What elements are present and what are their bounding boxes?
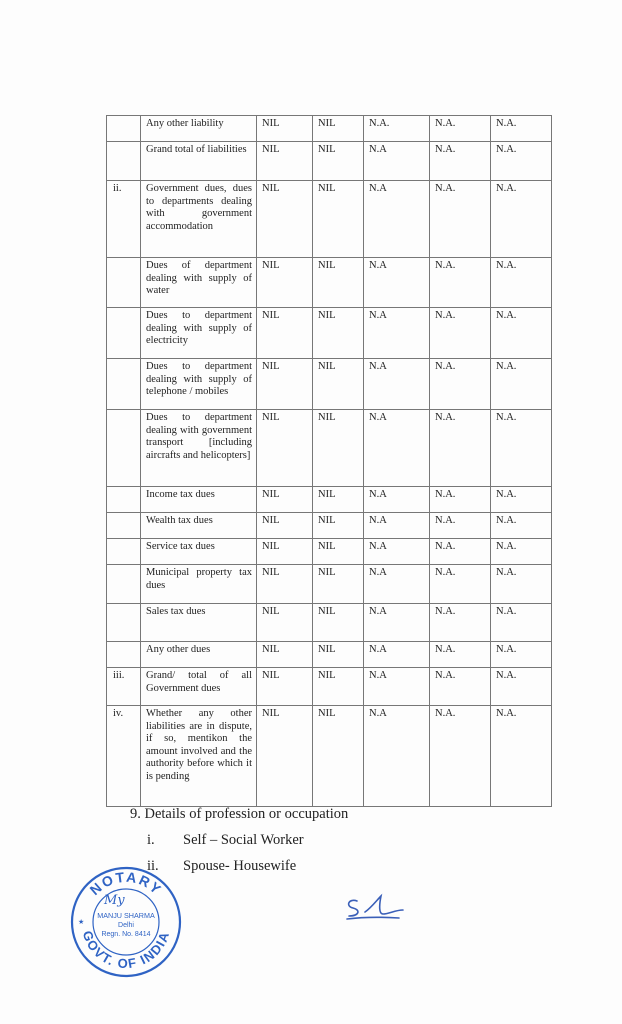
cell-value: N.A [364,181,430,258]
cell-value: N.A. [491,513,552,539]
stamp-bottom-text: GOVT. OF INDIA [79,928,173,972]
cell-value: N.A. [491,142,552,181]
cell-value: NIL [257,142,313,181]
row-description: Dues of department dealing with supply of water [141,258,257,308]
cell-value: N.A. [491,181,552,258]
cell-value: NIL [257,706,313,807]
row-description: Dues to department dealing with government transport [including aircrafts and helicopters] [141,410,257,487]
cell-value: N.A. [430,668,491,706]
cell-value: N.A. [364,116,430,142]
row-description: Dues to department dealing with supply of electricity [141,308,257,359]
row-description: Government dues, dues to departments dealing with government accommodation [141,181,257,258]
stamp-city: Delhi [118,922,134,929]
cell-value: NIL [257,487,313,513]
cell-value: NIL [313,565,364,604]
cell-value: N.A. [430,565,491,604]
row-description: Any other dues [141,642,257,668]
cell-value: N.A. [491,539,552,565]
row-number [107,565,141,604]
cell-value: N.A [364,487,430,513]
cell-value: N.A. [430,604,491,642]
cell-value: N.A. [430,181,491,258]
cell-value: N.A. [430,258,491,308]
table-row [107,258,552,308]
cell-value: NIL [313,487,364,513]
row-description: Service tax dues [141,539,257,565]
cell-value: NIL [257,359,313,410]
list-marker: ii. [147,858,159,874]
cell-value: NIL [313,410,364,487]
cell-value: NIL [257,642,313,668]
list-text: Spouse- Housewife [183,858,297,874]
row-description: Income tax dues [141,487,257,513]
cell-value: N.A. [491,642,552,668]
row-number [107,487,141,513]
cell-value: N.A. [430,359,491,410]
row-description: Wealth tax dues [141,513,257,539]
cell-value: NIL [257,258,313,308]
cell-value: NIL [313,604,364,642]
cell-value: NIL [257,513,313,539]
row-description: Whether any other liabilities are in dispute, if so, mentikon the amount involved and the authority before which it is pending [141,706,257,807]
cell-value: N.A. [491,410,552,487]
row-number [107,258,141,308]
row-description: Grand/ total of all Government dues [141,668,257,706]
row-description: Municipal property tax dues [141,565,257,604]
cell-value: NIL [257,116,313,142]
table-row [107,116,552,142]
row-number [107,539,141,565]
cell-value: NIL [257,539,313,565]
cell-value: N.A. [491,706,552,807]
row-number: iv. [107,706,141,807]
cell-value: N.A [364,642,430,668]
cell-value: N.A [364,706,430,807]
stamp-top-text: NOTARY [86,868,166,899]
row-number [107,604,141,642]
cell-value: N.A. [491,116,552,142]
cell-value: N.A. [491,308,552,359]
row-number [107,410,141,487]
cell-value: NIL [313,668,364,706]
cell-value: NIL [313,116,364,142]
cell-value: N.A [364,539,430,565]
list-item [130,831,348,849]
cell-value: N.A. [491,258,552,308]
table-row [107,539,552,565]
stamp-name: MANJU SHARMA [97,911,155,920]
table-row [107,604,552,642]
cell-value: N.A. [430,308,491,359]
cell-value: N.A. [430,410,491,487]
row-number [107,142,141,181]
cell-value: N.A [364,258,430,308]
cell-value: N.A. [430,116,491,142]
cell-value: NIL [257,604,313,642]
row-number [107,642,141,668]
cell-value: NIL [257,181,313,258]
cell-value: N.A [364,308,430,359]
cell-value: N.A [364,142,430,181]
star-icon: ★ [78,918,85,926]
row-description: Dues to department dealing with supply of telephone / mobiles [141,359,257,410]
cell-value: NIL [313,359,364,410]
cell-value: NIL [313,539,364,565]
row-number [107,116,141,142]
notary-stamp [70,866,182,978]
cell-value: N.A. [491,359,552,410]
list-marker: i. [147,832,155,848]
row-description: Any other liability [141,116,257,142]
svg-text:NOTARY [87,869,166,899]
table-row [107,308,552,359]
table-row [107,668,552,706]
cell-value: N.A. [491,668,552,706]
cell-value: N.A. [430,706,491,807]
cell-value: N.A [364,513,430,539]
cell-value: N.A [364,565,430,604]
cell-value: N.A. [430,487,491,513]
cell-value: N.A. [430,142,491,181]
cell-value: N.A. [430,539,491,565]
cell-value: NIL [313,181,364,258]
cell-value: NIL [257,410,313,487]
stamp-regn: Regn. No. 8414 [101,931,151,938]
cell-value: N.A [364,604,430,642]
cell-value: NIL [257,565,313,604]
table-row [107,565,552,604]
table-row [107,642,552,668]
list-text: Self – Social Worker [183,832,304,848]
cell-value: NIL [257,308,313,359]
table-body [107,116,552,807]
section-profession [130,805,348,875]
table-row [107,513,552,539]
cell-value: NIL [313,142,364,181]
row-number: ii. [107,181,141,258]
table-row [107,181,552,258]
cell-value: N.A [364,668,430,706]
cell-value: N.A [364,410,430,487]
cell-value: N.A. [430,513,491,539]
stamp-initials: My [104,893,125,908]
section-heading: 9. Details of profession or occupation [130,806,349,822]
row-number [107,513,141,539]
cell-value: N.A. [491,604,552,642]
row-description: Grand total of liabilities [141,142,257,181]
table-row [107,359,552,410]
cell-value: NIL [313,706,364,807]
table-row [107,487,552,513]
cell-value: NIL [257,668,313,706]
table-row [107,142,552,181]
cell-value: N.A. [491,487,552,513]
table-row [107,706,552,807]
cell-value: NIL [313,642,364,668]
row-number [107,308,141,359]
signature [343,892,409,922]
row-number [107,359,141,410]
row-number: iii. [107,668,141,706]
table-row [107,410,552,487]
cell-value: NIL [313,308,364,359]
cell-value: N.A [364,359,430,410]
row-description: Sales tax dues [141,604,257,642]
cell-value: N.A. [491,565,552,604]
cell-value: N.A. [430,642,491,668]
cell-value: NIL [313,258,364,308]
cell-value: NIL [313,513,364,539]
liabilities-table [106,115,552,807]
